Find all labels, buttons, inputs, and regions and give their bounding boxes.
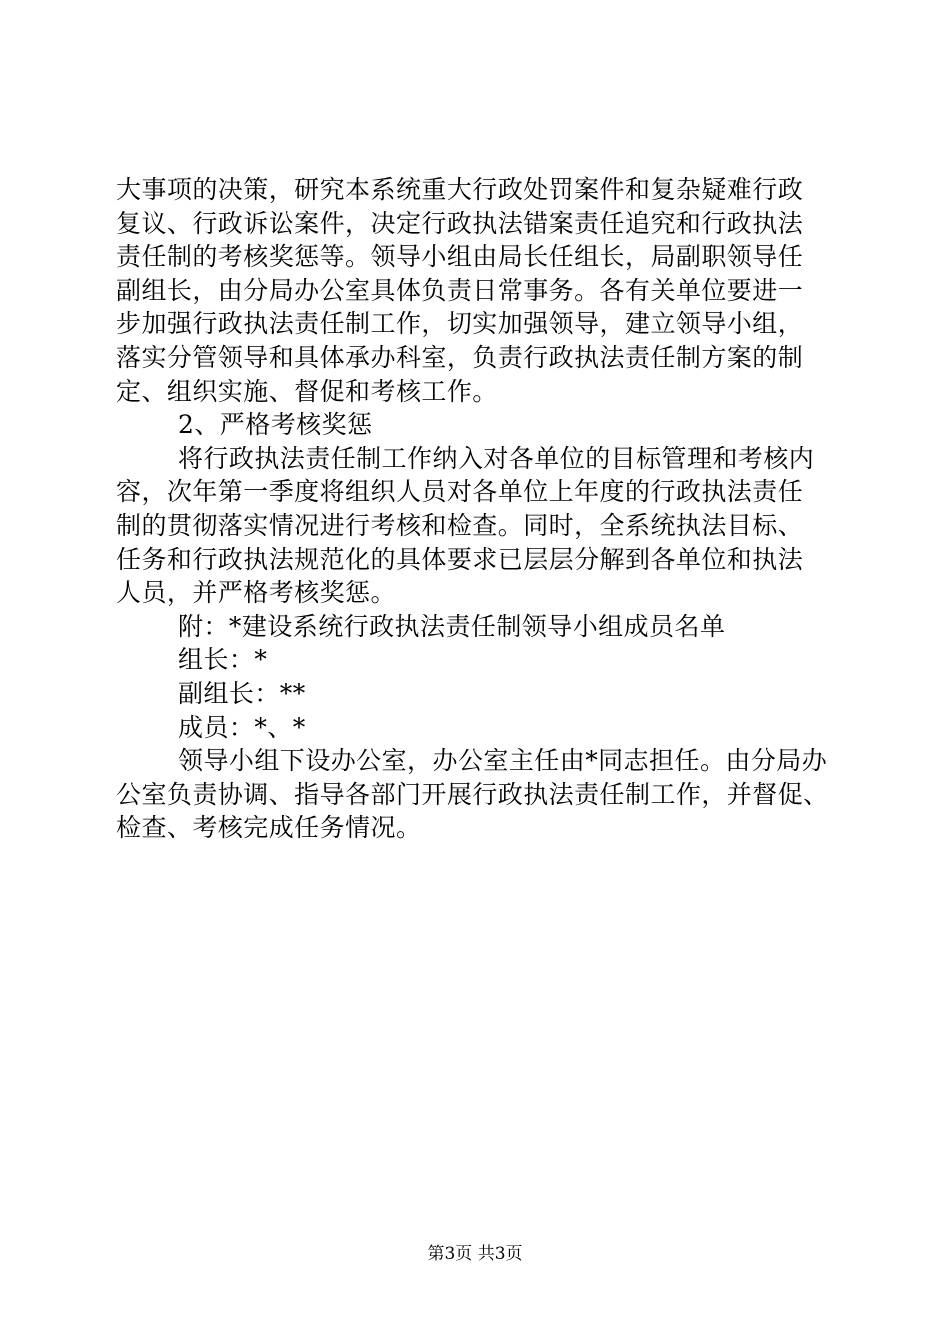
text-line: 制的贯彻落实情况进行考核和检查。同时，全系统执法目标、: [116, 510, 804, 540]
deputy-leader-line: 副组长：**: [178, 678, 306, 708]
document-body: [116, 173, 836, 845]
text-line: 将行政执法责任制工作纳入对各单位的目标管理和考核内: [178, 443, 815, 473]
group-leader-line: 组长：*: [178, 645, 268, 675]
text-line: 容，次年第一季度将组织人员对各单位上年度的行政执法责任: [116, 477, 804, 507]
text-line: 公室负责协调、指导各部门开展行政执法责任制工作，并督促、: [116, 779, 829, 809]
page-number-footer: 第3页 共3页: [427, 1244, 523, 1264]
text-line: 步加强行政执法责任制工作，切实加强领导，建立领导小组，: [116, 309, 804, 339]
text-line: 责任制的考核奖惩等。领导小组由局长任组长，局副职领导任: [116, 242, 804, 272]
text-line: 落实分管领导和具体承办科室，负责行政执法责任制方案的制: [116, 342, 804, 372]
text-line: 任务和行政执法规范化的具体要求已层层分解到各单位和执法: [116, 544, 804, 574]
text-line: 副组长，由分局办公室具体负责日常事务。各有关单位要进一: [116, 275, 804, 305]
text-line: 大事项的决策，研究本系统重大行政处罚案件和复杂疑难行政: [116, 175, 804, 204]
appendix-title: 附：*建设系统行政执法责任制领导小组成员名单: [178, 611, 726, 641]
text-line: 复议、行政诉讼案件，决定行政执法错案责任追究和行政执法: [116, 208, 804, 238]
text-line: 检查、考核完成任务情况。: [116, 813, 422, 843]
section-heading: 2、严格考核奖惩: [178, 410, 373, 440]
text-line: 定、组织实施、督促和考核工作。: [116, 376, 498, 406]
text-line: 人员，并严格考核奖惩。: [116, 578, 396, 608]
members-line: 成员：*、*: [178, 712, 306, 742]
text-line: 领导小组下设办公室，办公室主任由*同志担任。由分局办: [178, 746, 828, 776]
